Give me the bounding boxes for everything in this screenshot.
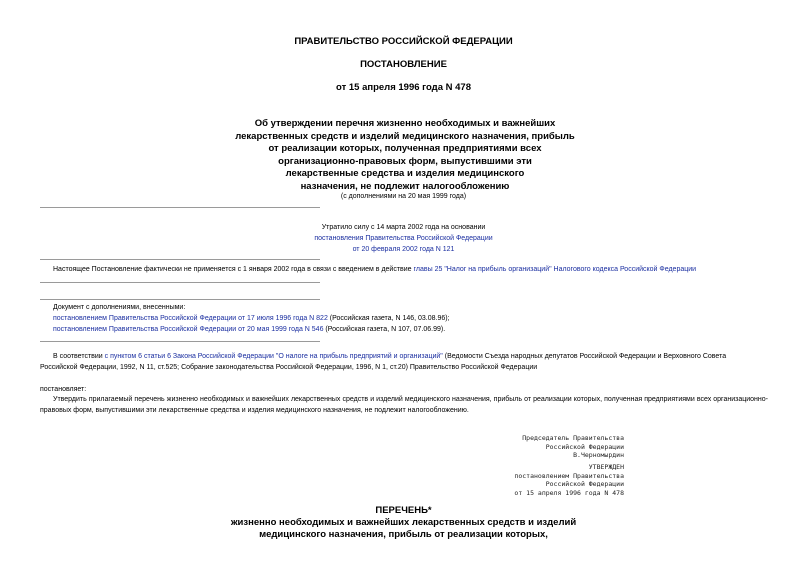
repeal-link-date[interactable]: от 20 февраля 2002 года N 121 — [352, 246, 455, 253]
law-title-link[interactable]: "О налоге на прибыль предприятий и организаций" — [275, 353, 443, 360]
list-subtitle-line: медицинского назначения, прибыль от реализации которых, — [259, 529, 548, 540]
divider — [40, 341, 320, 342]
tax-code-link[interactable]: главы 25 "Налог на прибыль организаций" Налогового кодекса Российской Федерации — [413, 266, 697, 273]
document-title — [200, 118, 610, 193]
preamble-source: (Ведомости Съезда народных депутатов Российской Федерации и Верховного Совета — [442, 353, 727, 360]
title-line: организационно-правовых форм, выпустившими эти — [278, 155, 532, 167]
decides-word: постановляет: — [40, 386, 87, 393]
government-heading: ПРАВИТЕЛЬСТВО РОССИЙСКОЙ ФЕДЕРАЦИИ — [294, 36, 513, 47]
signature-line: Российской Федерации — [545, 442, 624, 451]
divider — [40, 259, 320, 260]
approval-line: Российской Федерации — [545, 480, 624, 489]
approval-line: постановлением Правительства — [514, 471, 624, 480]
title-line: от реализации которых, полученная предприятиями всех — [268, 143, 542, 154]
approval-line: от 15 апреля 1996 года N 478 — [514, 489, 624, 498]
signature-block — [522, 434, 624, 460]
list-title: ПЕРЕЧЕНЬ* — [375, 505, 432, 516]
divider — [40, 282, 320, 283]
title-line: лекарственные средства и изделия медицинского — [285, 168, 525, 179]
title-line: назначения, не подлежит налогообложению — [300, 180, 510, 192]
doc-type-heading: ПОСТАНОВЛЕНИЕ — [360, 59, 447, 70]
status-text: Утратило силу с 14 марта 2002 года на основании — [321, 224, 486, 231]
approval-line: УТВЕРЖДЕН — [588, 463, 624, 471]
amendments-note: (с дополнениями на 20 мая 1999 года) — [340, 193, 467, 200]
amendment-source: (Российская газета, N 107, 07.06.99). — [323, 326, 446, 333]
amendment-source: (Российская газета, N 146, 03.08.96); — [327, 315, 450, 322]
resolution-body: Утвердить прилагаемый перечень жизненно необходимых и важнейших лекарственных средств и изделий медицинского назначения, прибыль от реализации которых, полученная предприятиями всех организационно-правовых форм, выпустившими эти лекарственные средства и изделия медицинского назначения, не подлежит налогообложению. — [40, 396, 768, 414]
title-line: Об утверждении перечня жизненно необходимых и важнейших — [254, 118, 556, 129]
preamble-line — [53, 352, 726, 363]
repeal-link[interactable]: постановления Правительства Российской Федерации — [314, 235, 493, 242]
status-block — [0, 222, 807, 255]
amendment-link-1999[interactable]: постановлением Правительства Российской Федерации от 20 мая 1999 года N 546 — [53, 326, 324, 333]
title-line: лекарственных средств и изделий медицинского назначения, прибыль — [235, 130, 575, 142]
notice-paragraph — [53, 265, 696, 276]
divider — [40, 207, 320, 208]
preamble-line: Российской Федерации, 1992, N 11, ст.525; Собрание законодательства Российской Федерации, 1996, N 1, ст.20) Правительство Российской Федерации — [40, 364, 538, 371]
date-number: от 15 апреля 1996 года N 478 — [336, 82, 471, 93]
list-subtitle-line: жизненно необходимых и важнейших лекарственных средств и изделий — [230, 517, 577, 528]
signature-line: Председатель Правительства — [522, 434, 624, 442]
approval-block — [514, 463, 624, 498]
law-article-link[interactable]: с пунктом 6 статьи 6 Закона Российской Федерации — [104, 353, 274, 360]
signature-line: В.Черномырдин — [573, 451, 624, 460]
notice-text: Настоящее Постановление фактически не применяется с 1 января 2002 года в связи с введением в действие — [53, 266, 412, 273]
amendment-item — [53, 325, 445, 336]
amendments-intro: Документ с дополнениями, внесенными: — [53, 304, 186, 311]
amendment-item — [53, 314, 450, 325]
amendment-link-1996[interactable]: постановлением Правительства Российской Федерации от 17 июля 1996 года N 822 — [53, 315, 328, 322]
preamble-lead: В соответствии — [53, 353, 105, 360]
divider — [40, 299, 320, 300]
